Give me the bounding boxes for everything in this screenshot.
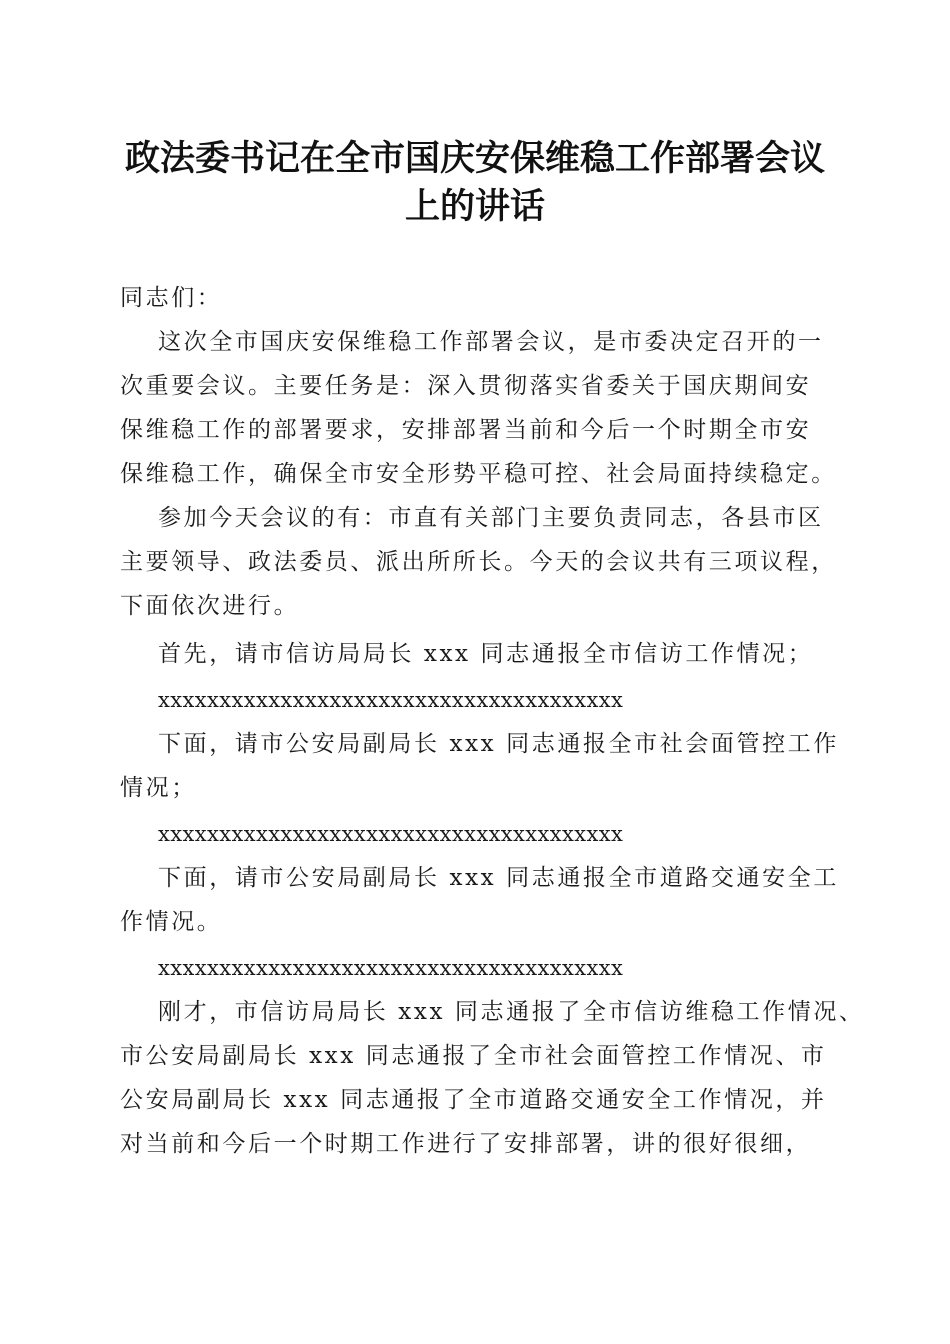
paragraph-line: 首先，请市信访局局长 xxx 同志通报全市信访工作情况； (158, 641, 814, 667)
paragraph-line: 保维稳工作，确保全市安全形势平稳可控、社会局面持续稳定。 (120, 461, 837, 487)
paragraph-line: 刚才，市信访局局长 xxx 同志通报了全市信访维稳工作情况、 (158, 999, 865, 1025)
paragraph-line: 下面，请市公安局副局长 xxx 同志通报全市道路交通安全工 (158, 865, 839, 891)
document-title-line-2: 上的讲话 (404, 186, 545, 227)
salutation: 同志们： (120, 285, 223, 311)
placeholder-line: xxxxxxxxxxxxxxxxxxxxxxxxxxxxxxxxxxxxxx (158, 956, 624, 980)
document-title-line-1: 政法委书记在全市国庆安保维稳工作部署会议 (124, 138, 825, 179)
paragraph-line: 主要领导、政法委员、派出所所长。今天的会议共有三项议程， (120, 549, 837, 575)
paragraph-line: 参加今天会议的有：市直有关部门主要负责同志，各县市区 (158, 505, 824, 531)
paragraph-line: 次重要会议。主要任务是：深入贯彻落实省委关于国庆期间安 (120, 373, 812, 399)
placeholder-line: xxxxxxxxxxxxxxxxxxxxxxxxxxxxxxxxxxxxxx (158, 688, 624, 712)
paragraph-line: 作情况。 (120, 909, 223, 935)
paragraph-line: 对当前和今后一个时期工作进行了安排部署，讲的很好很细， (120, 1131, 812, 1157)
paragraph-line: 市公安局副局长 xxx 同志通报了全市社会面管控工作情况、市 (120, 1043, 827, 1069)
placeholder-line: xxxxxxxxxxxxxxxxxxxxxxxxxxxxxxxxxxxxxx (158, 822, 624, 846)
paragraph-line: 下面，请市公安局副局长 xxx 同志通报全市社会面管控工作 (158, 731, 839, 757)
paragraph-line: 保维稳工作的部署要求，安排部署当前和今后一个时期全市安 (120, 417, 812, 443)
paragraph-line: 公安局副局长 xxx 同志通报了全市道路交通安全工作情况，并 (120, 1087, 827, 1113)
paragraph-line: 情况； (120, 775, 197, 801)
paragraph-line: 下面依次进行。 (120, 593, 300, 619)
paragraph-line: 这次全市国庆安保维稳工作部署会议，是市委决定召开的一 (158, 329, 824, 355)
